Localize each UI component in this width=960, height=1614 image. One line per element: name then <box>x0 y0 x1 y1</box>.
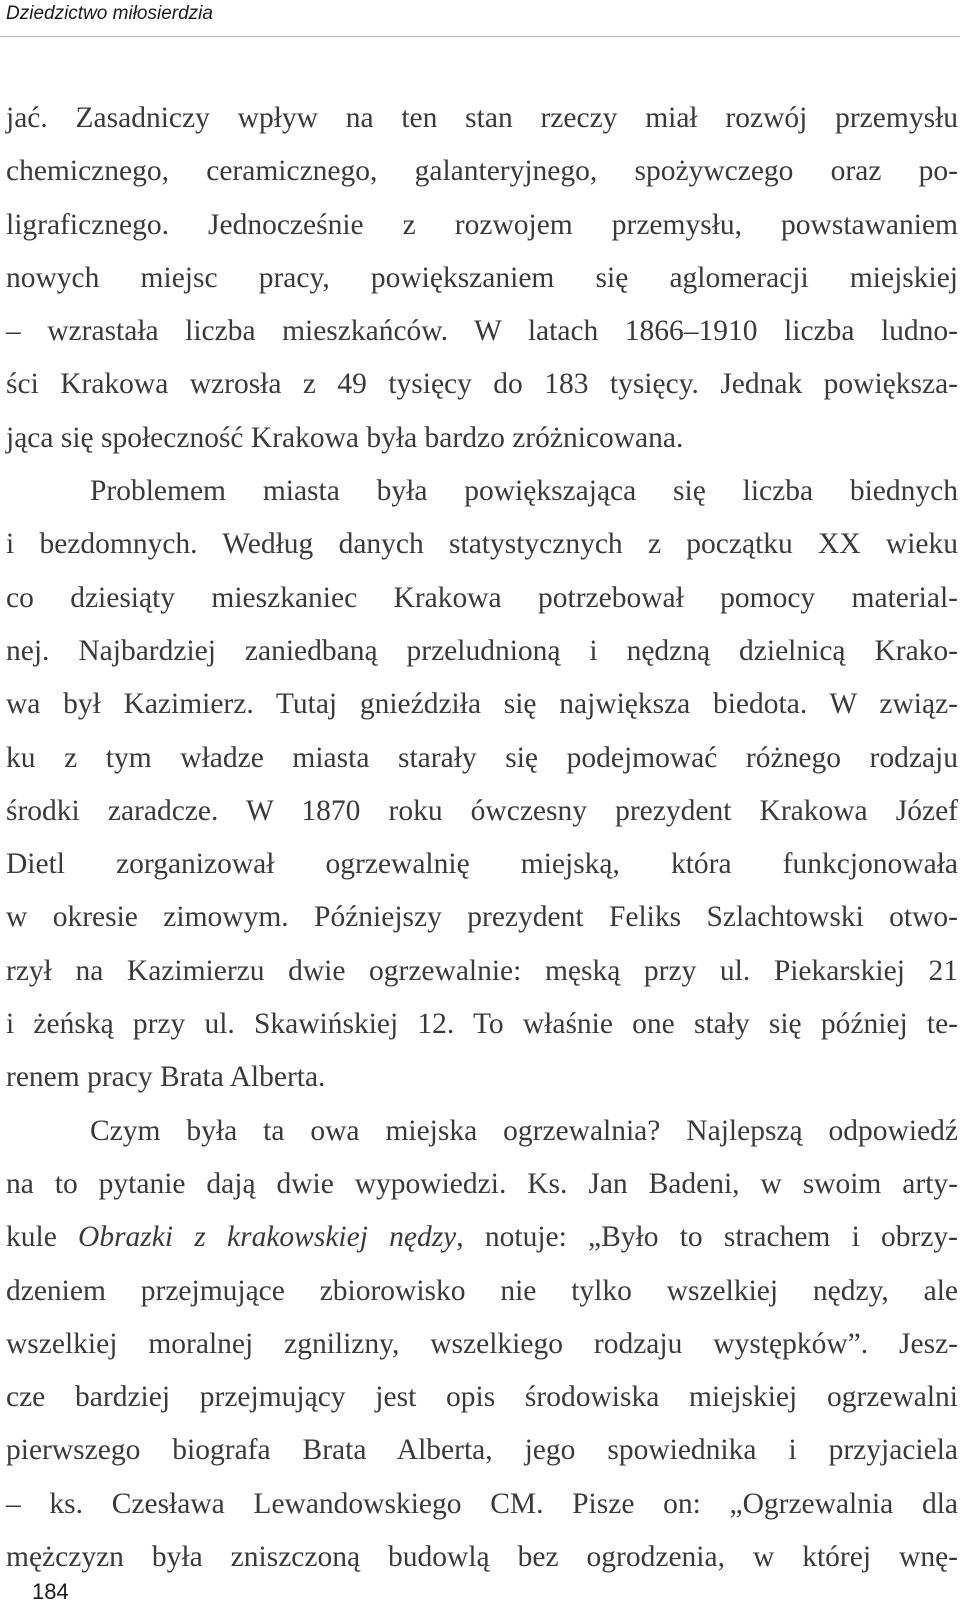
text-line: Dietl zorganizował ogrzewalnię miejską, która funkcjonowała <box>6 848 958 881</box>
text-line: – wzrastała liczba mieszkańców. W latach 1866–1910 liczba ludno- <box>6 315 958 348</box>
text-line: wa był Kazimierz. Tutaj gnieździła się największa biedota. W związ- <box>6 688 958 721</box>
header-divider <box>0 36 960 37</box>
text-line: nej. Najbardziej zaniedbaną przeludnioną i nędzną dzielnicą Krako- <box>6 634 958 667</box>
text-line: na to pytanie dają dwie wypowiedzi. Ks. Jan Badeni, w swoim arty- <box>6 1167 958 1200</box>
text-line: dzeniem przejmujące zbiorowisko nie tylko wszelkiej nędzy, ale <box>6 1274 958 1307</box>
text-line: jać. Zasadniczy wpływ na ten stan rzeczy miał rozwój przemysłu <box>6 102 958 134</box>
running-header-title: Dziedzictwo miłosierdzia <box>6 3 213 24</box>
text-line: rzył na Kazimierzu dwie ogrzewalnie: męską przy ul. Piekarskiej 21 <box>6 954 958 987</box>
text-line: w okresie zimowym. Późniejszy prezydent Feliks Szlachtowski otwo- <box>6 901 958 934</box>
text-fragment: kule <box>6 1221 79 1254</box>
text-line-with-title <box>6 1211 958 1264</box>
text-line: i żeńską przy ul. Skawińskiej 12. To właśnie one stały się później te- <box>6 1008 958 1041</box>
text-line: środki zaradcze. W 1870 roku ówczesny prezydent Krakowa Józef <box>6 794 958 827</box>
text-line: Czym była ta owa miejska ogrzewalnia? Najlepszą odpowiedź <box>90 1114 958 1147</box>
text-line: wszelkiej moralnej zgnilizny, wszelkiego rodzaju występków”. Jesz- <box>6 1327 958 1360</box>
page-number: 184 <box>32 1579 69 1604</box>
text-line: – ks. Czesława Lewandowskiego CM. Pisze on: „Ogrzewalnia dla <box>6 1487 958 1520</box>
text-line: Problemem miasta była powiększająca się liczba biednych <box>90 475 958 508</box>
text-line: ligraficznego. Jednocześnie z rozwojem przemysłu, powstawaniem <box>6 208 958 241</box>
text-line: pierwszego biografa Brata Alberta, jego spowiednika i przyjaciela <box>6 1434 958 1467</box>
text-line: nowych miejsc pracy, powiększaniem się aglomeracji miejskiej <box>6 261 958 294</box>
text-line: jąca się społeczność Krakowa była bardzo zróżnicowana. <box>6 421 684 454</box>
text-line: ku z tym władze miasta starały się podejmować różnego rodzaju <box>6 741 958 774</box>
text-line: i bezdomnych. Według danych statystycznych z początku XX wieku <box>6 528 958 561</box>
text-line: renem pracy Brata Alberta. <box>6 1061 326 1094</box>
text-line: chemicznego, ceramicznego, galanteryjnego, spożywczego oraz po- <box>6 155 958 188</box>
page-body <box>6 92 958 1584</box>
text-line: cze bardziej przejmujący jest opis środowiska miejskiej ogrzewalni <box>6 1381 958 1414</box>
text-line: ści Krakowa wzrosła z 49 tysięcy do 183 tysięcy. Jednak powiększa- <box>6 368 958 401</box>
text-fragment: , notuje: „Było to strachem i obrzy- <box>456 1221 958 1254</box>
text-line: mężczyzn była zniszczoną budowlą bez ogrodzenia, w której wnę- <box>6 1541 958 1574</box>
article-title: Obrazki z krakowskiej nędzy <box>78 1221 457 1254</box>
text-line: co dziesiąty mieszkaniec Krakowa potrzebował pomocy material- <box>6 581 958 614</box>
